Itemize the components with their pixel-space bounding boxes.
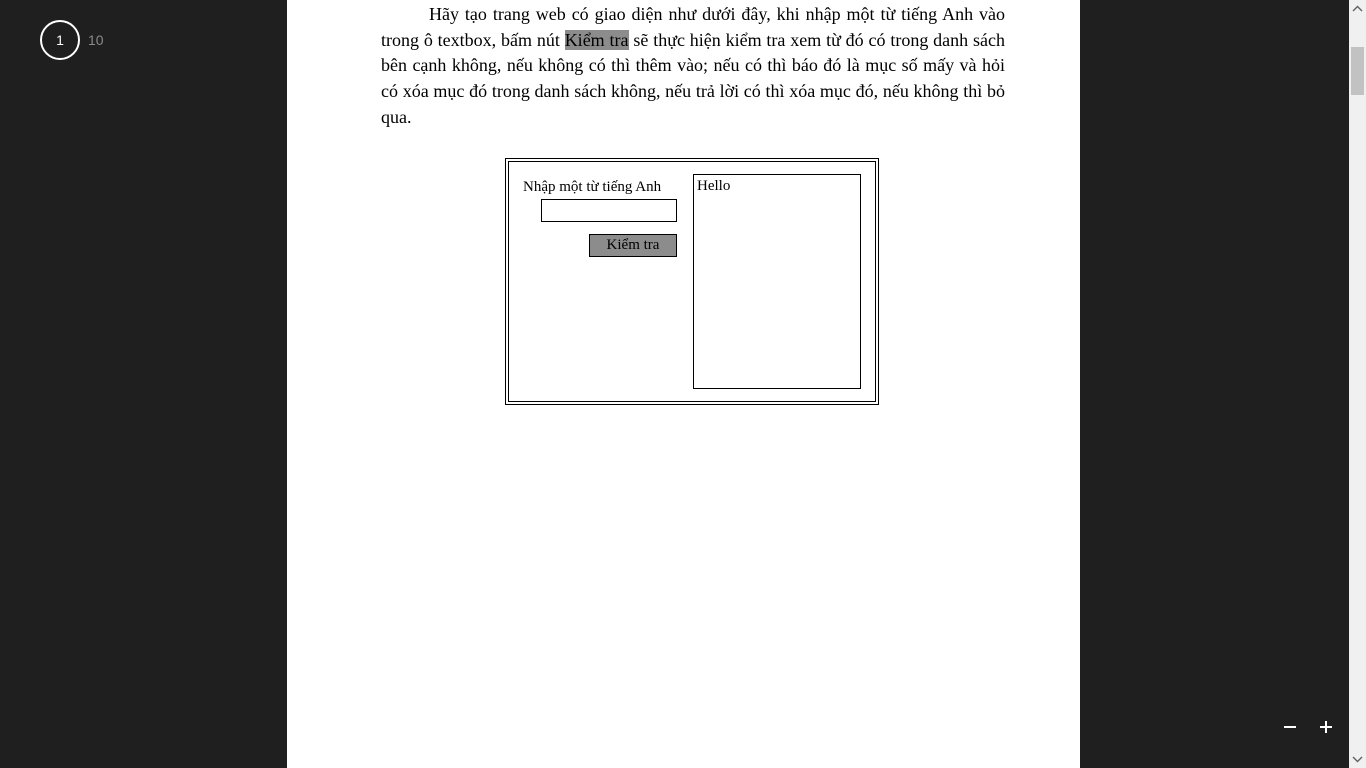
paragraph-text-end: sẽ thực hiện kiểm tra xem từ đó có trong danh sách bên cạnh không, nếu không có thì thêm vào; nếu có thì báo đó là mục số mấy và hỏi có xóa mục đó trong danh sách không, nếu trả lời có thì xóa mục đó, nếu không thì bỏ qua. (381, 29, 1005, 127)
paragraph-text-start: Hãy tạo trang web có giao diện như dưới đây, khi nhập một từ tiếng Anh vào trong ô textbox, bấm nút (381, 4, 1005, 50)
document-page (287, 0, 1080, 768)
current-page-number[interactable]: 1 (40, 20, 80, 60)
minus-icon (1283, 720, 1297, 734)
scroll-thumb[interactable] (1351, 47, 1364, 95)
vertical-scrollbar[interactable] (1349, 0, 1366, 768)
plus-icon (1319, 720, 1333, 734)
total-pages: 10 (88, 32, 104, 48)
mockup-frame (508, 161, 876, 402)
zoom-in-button[interactable] (1311, 712, 1341, 742)
mockup-textbox (541, 199, 677, 222)
mockup-label: Nhập một từ tiếng Anh (523, 179, 662, 195)
mockup-listbox (693, 174, 861, 389)
mockup-list-item: Hello (697, 178, 731, 194)
page-indicator (40, 20, 104, 60)
chevron-down-icon (1352, 756, 1363, 763)
exercise-paragraph (381, 2, 1005, 131)
highlighted-text: Kiểm tra (564, 29, 629, 50)
zoom-out-button[interactable] (1275, 712, 1305, 742)
scroll-up-button[interactable] (1349, 0, 1366, 17)
chevron-up-icon (1352, 5, 1363, 12)
scroll-down-button[interactable] (1349, 751, 1366, 768)
mockup-figure (505, 158, 879, 405)
mockup-check-button: Kiểm tra (589, 234, 677, 257)
